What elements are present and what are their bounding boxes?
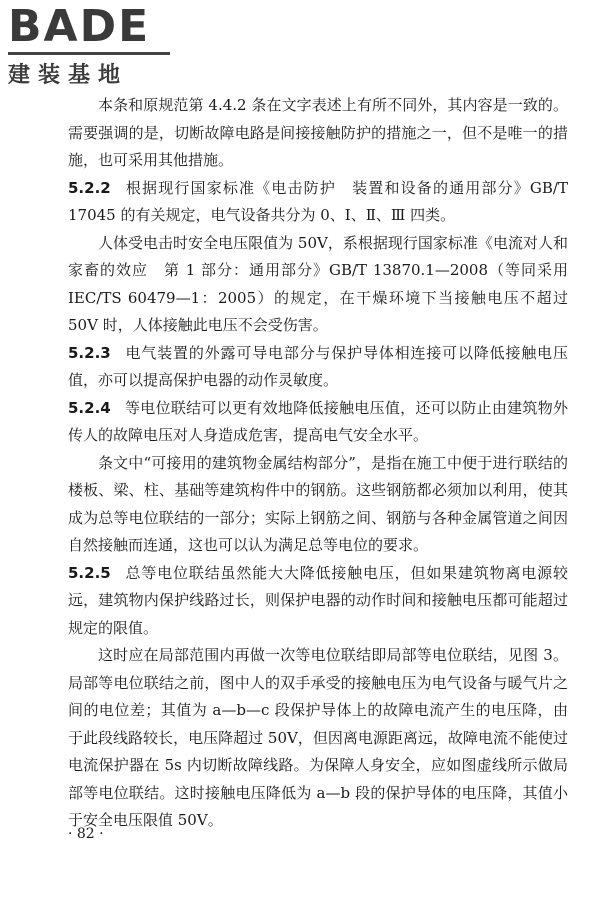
paragraph-text: 这时应在局部范围内再做一次等电位联结即局部等电位联结，见图 3。局部等电位联结之前，图中人的双手承受的接触电压为电气设备与暖气片之间的电位差；其值为 a—b—c 段保护导体上的故障电流产生的电压降，由于此段线路较长，电压降超过 50V，但因离电源距离远，故障电流不能使过电流保护器在 5s 内切断故障线路。为保障人身安全，应如图虚线所示做局部等电位联结。这时接触电压降低为 a—b 段的保护导体的电压降，其值小于安全电压限值 50V。 bbox=[68, 646, 568, 829]
paragraph-text: 根据现行国家标准《电击防护 装置和设备的通用部分》GB/T 17045 的有关规定，电气设备共分为 0、Ⅰ、Ⅱ、Ⅲ 四类。 bbox=[68, 178, 568, 224]
clause-paragraph bbox=[68, 560, 568, 643]
paragraph-text: 人体受电击时安全电压限值为 50V，系根据现行国家标准《电流对人和家畜的效应 第 1 部分：通用部分》GB/T 13870.1—2008（等同采用 IEC/TS 60479—1：2005）的规定，在干燥环境下当接触电压不超过 50V 时，人体接触此电压不会受伤害。 bbox=[68, 233, 568, 334]
clause-number: 5.2.2 bbox=[68, 178, 111, 197]
paragraph-text: 总等电位联结虽然能大大降低接触电压，但如果建筑物离电源较远，建筑物内保护线路过长，则保护电器的动作时间和接触电压都可能超过规定的限值。 bbox=[68, 563, 568, 637]
clause-number: 5.2.5 bbox=[68, 563, 111, 582]
paragraph-text: 本条和原规范第 4.4.2 条在文字表述上有所不同外，其内容是一致的。需要强调的是，切断故障电路是间接接触防护的措施之一，但不是唯一的措施，也可采用其他措施。 bbox=[68, 96, 568, 169]
logo-divider bbox=[8, 52, 170, 55]
clause-number: 5.2.4 bbox=[68, 398, 111, 417]
clause-number: 5.2.3 bbox=[68, 343, 111, 362]
paragraph-text: 条文中“可接用的建筑物金属结构部分”，是指在施工中便于进行联结的楼板、梁、柱、基础等建筑构件中的钢筋。这些钢筋都必须加以利用，使其成为总等电位联结的一部分；实际上钢筋之间、钢筋与各种金属管道之间因自然接触而连通，这也可以认为满足总等电位的要求。 bbox=[68, 453, 568, 554]
paragraph-text: 电气装置的外露可导电部分与保护导体相连接可以降低接触电压值，亦可以提高保护电器的动作灵敏度。 bbox=[68, 343, 568, 389]
page-number: · 82 · bbox=[68, 826, 104, 842]
paragraph-text: 等电位联结可以更有效地降低接触电压值，还可以防止由建筑物外传人的故障电压对人身造成危害，提高电气安全水平。 bbox=[68, 398, 568, 444]
clause-paragraph bbox=[68, 340, 568, 395]
logo-subtitle: 建装基地 bbox=[8, 63, 129, 88]
clause-paragraph bbox=[68, 395, 568, 450]
paragraph bbox=[68, 230, 568, 340]
document-body bbox=[68, 92, 568, 835]
paragraph bbox=[68, 642, 568, 835]
brand-logo bbox=[8, 1, 178, 89]
paragraph bbox=[68, 92, 568, 175]
paragraph bbox=[68, 450, 568, 560]
logo-brand-text: BADE bbox=[8, 1, 151, 52]
clause-paragraph bbox=[68, 175, 568, 230]
